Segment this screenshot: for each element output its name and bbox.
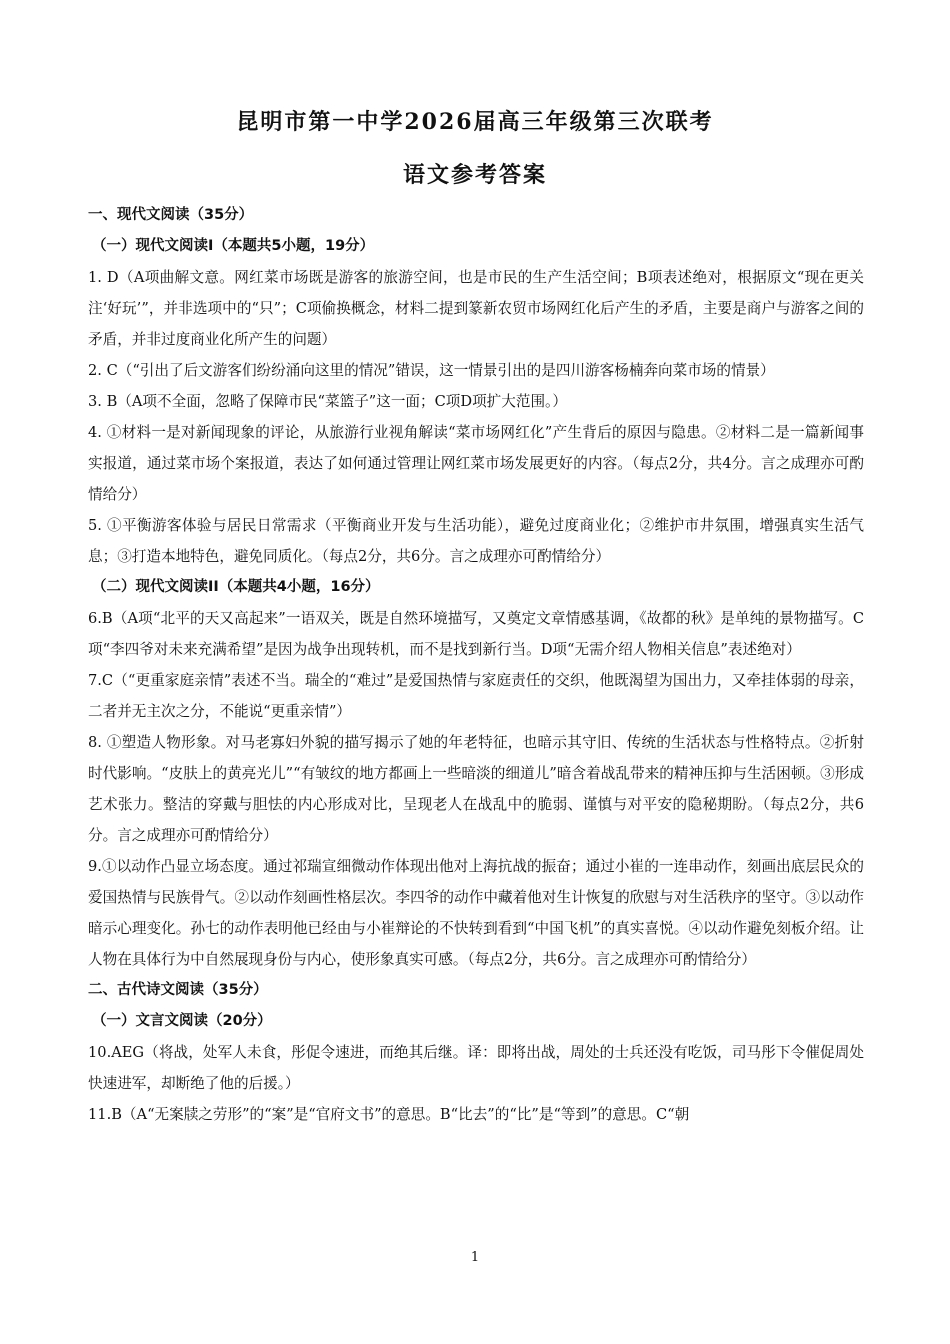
page-number: 1 (470, 1250, 480, 1265)
answer-paragraph: 3. B（A项不全面，忽略了保障市民“菜篮子”这一面；C项D项扩大范围。） (88, 393, 567, 410)
answer-paragraph: 6.B（A项“北平的天又高起来”一语双关，既是自然环境描写，又奠定文章情感基调，《故都的秋》是单纯的景物描写。C项“李四爷对未来充满希望”是因为战争出现转机，而不是找到新行当。D项“无需介绍人物相关信息”表述绝对） (88, 610, 864, 658)
section-heading: 二、古代诗文阅读（35分） (88, 982, 268, 998)
subsection-heading: （一）现代文阅读Ⅰ（本题共5小题，19分） (92, 238, 375, 254)
document-subtitle: 语文参考答案 (402, 162, 547, 188)
subsection-heading: （二）现代文阅读II（本题共4小题，16分） (92, 579, 380, 595)
answer-paragraph: 11.B（A“无案牍之劳形”的“案”是“官府文书”的意思。B“比去”的“比”是“等到”的意思。C“朝 (88, 1106, 690, 1123)
answer-paragraph: 8. ①塑造人物形象。对马老寡妇外貌的描写揭示了她的年老特征，也暗示其守旧、传统的生活状态与性格特点。②折射时代影响。“皮肤上的黄亮光儿”“有皱纹的地方都画上一些暗淡的细道儿”暗含着战乱带来的精神压抑与生活困顿。③形成艺术张力。整洁的穿戴与胆怯的内心形成对比，呈现老人在战乱中的脆弱、谨慎与对平安的隐秘期盼。（每点2分，共6分。言之成理亦可酌情给分） (88, 734, 864, 844)
answer-paragraph: 7.C（“更重家庭亲情”表述不当。瑞全的“难过”是爱国热情与家庭责任的交织，他既渴望为国出力，又牵挂体弱的母亲，二者并无主次之分，不能说“更重亲情”） (88, 672, 864, 720)
answer-paragraph: 5. ①平衡游客体验与居民日常需求（平衡商业开发与生活功能），避免过度商业化；②维护市井氛围，增强真实生活气息；③打造本地特色，避免同质化。（每点2分，共6分。言之成理亦可酌情给分） (88, 517, 864, 565)
answer-paragraph: 10.AEG（将战，处军人未食，彤促令速进，而绝其后继。译：即将出战，周处的士兵还没有吃饭，司马彤下令催促周处快速进军，却断绝了他的后援。） (88, 1044, 864, 1092)
answer-paragraph: 1. D（A项曲解文意。网红菜市场既是游客的旅游空间，也是市民的生产生活空间；B项表述绝对，根据原文“现在更关注‘好玩’”，并非选项中的“只”；C项偷换概念，材料二提到篆新农贸市场网红化后产生的矛盾，主要是商户与游客之间的矛盾，并非过度商业化所产生的问题） (88, 269, 864, 348)
answer-paragraph: 2. C（“引出了后文游客们纷纷涌向这里的情况”错误，这一情景引出的是四川游客杨楠奔向菜市场的情景） (88, 362, 775, 379)
answer-paragraph: 9.①以动作凸显立场态度。通过祁瑞宣细微动作体现出他对上海抗战的振奋；通过小崔的一连串动作，刻画出底层民众的爱国热情与民族骨气。②以动作刻画性格层次。李四爷的动作中藏着他对生计恢复的欣慰与对生活秩序的坚守。③以动作暗示心理变化。孙七的动作表明他已经由与小崔辩论的不快转到看到“中国飞机”的真实喜悦。④以动作避免刻板介绍。让人物在具体行为中自然展现身份与内心，使形象真实可感。（每点2分，共6分。言之成理亦可酌情给分） (88, 858, 864, 968)
answer-paragraph: 4. ①材料一是对新闻现象的评论，从旅游行业视角解读“菜市场网红化”产生背后的原因与隐患。②材料二是一篇新闻事实报道，通过菜市场个案报道，表达了如何通过管理让网红菜市场发展更好的内容。（每点2分，共4分。言之成理亦可酌情给分） (88, 424, 864, 503)
document-title: 昆明市第一中学2026届高三年级第三次联考 (236, 109, 714, 135)
answer-content (88, 200, 864, 1130)
subsection-heading: （一）文言文阅读（20分） (92, 1013, 272, 1029)
section-heading: 一、现代文阅读（35分） (88, 207, 254, 223)
